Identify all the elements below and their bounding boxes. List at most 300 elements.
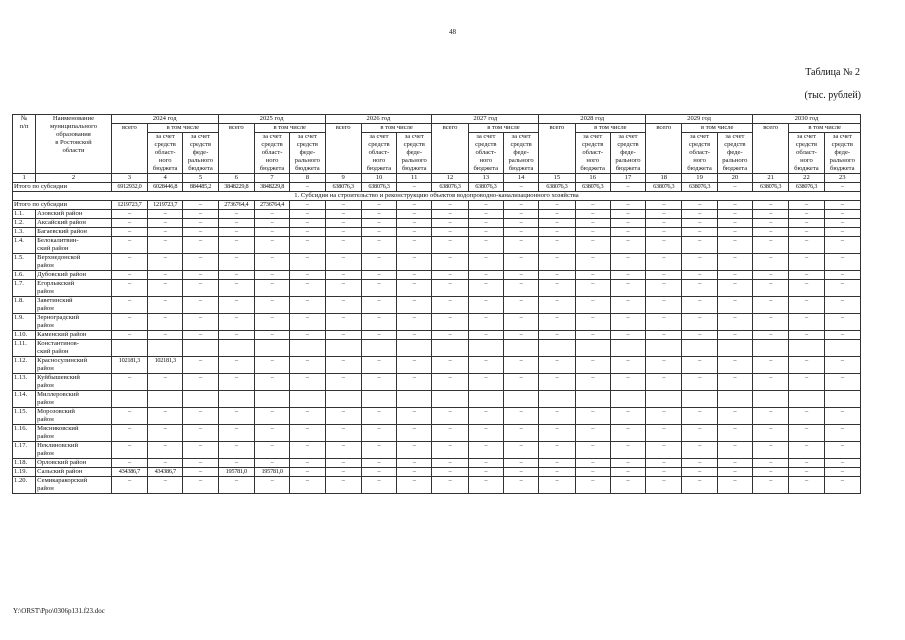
cell-value: – bbox=[789, 442, 824, 459]
cell-value: – bbox=[824, 459, 860, 468]
header-all: всего bbox=[325, 124, 361, 174]
cell-value bbox=[753, 340, 789, 357]
cell-value: – bbox=[503, 254, 538, 271]
cell-value bbox=[254, 340, 289, 357]
cell-value: – bbox=[824, 477, 860, 494]
subsidy-table bbox=[12, 114, 861, 494]
cell-value bbox=[468, 340, 503, 357]
cell-value: – bbox=[218, 408, 254, 425]
cell-value: – bbox=[148, 228, 183, 237]
col-number: 17 bbox=[610, 174, 645, 183]
cell-value: – bbox=[824, 374, 860, 391]
cell-value: – bbox=[717, 374, 752, 391]
cell-value: – bbox=[646, 408, 682, 425]
cell-value: – bbox=[789, 210, 824, 219]
cell-value: – bbox=[682, 357, 717, 374]
header-row-years bbox=[13, 115, 861, 124]
cell-value: – bbox=[575, 280, 610, 297]
cell-value: – bbox=[397, 468, 432, 477]
cell-value bbox=[717, 391, 752, 408]
cell-value: – bbox=[646, 271, 682, 280]
cell-value: – bbox=[503, 271, 538, 280]
cell-value: – bbox=[824, 271, 860, 280]
cell-value: – bbox=[824, 357, 860, 374]
district-name: Константинов- ский район bbox=[36, 340, 112, 357]
cell-value: – bbox=[539, 468, 575, 477]
row-number: 1.6. bbox=[13, 271, 36, 280]
cell-value: – bbox=[610, 357, 645, 374]
cell-value: – bbox=[254, 219, 289, 228]
cell-value: – bbox=[789, 374, 824, 391]
cell-value: – bbox=[717, 331, 752, 340]
cell-value: – bbox=[183, 459, 218, 468]
cell-value: – bbox=[397, 314, 432, 331]
cell-value: – bbox=[325, 210, 361, 219]
cell-value: – bbox=[539, 297, 575, 314]
cell-value bbox=[646, 391, 682, 408]
cell-value: – bbox=[361, 468, 396, 477]
row-number: 1.7. bbox=[13, 280, 36, 297]
section-total-value: – bbox=[325, 201, 361, 210]
header-federal: за счет средств феде- рального бюджета bbox=[824, 133, 860, 174]
cell-value bbox=[290, 340, 325, 357]
cell-value: – bbox=[682, 459, 717, 468]
cell-value: – bbox=[361, 477, 396, 494]
cell-value: – bbox=[397, 210, 432, 219]
header-incl: в том числе bbox=[361, 124, 432, 133]
cell-value: – bbox=[148, 237, 183, 254]
cell-value: – bbox=[148, 442, 183, 459]
cell-value bbox=[753, 391, 789, 408]
cell-value: – bbox=[539, 357, 575, 374]
cell-value: – bbox=[432, 219, 468, 228]
cell-value: – bbox=[503, 425, 538, 442]
cell-value: – bbox=[717, 254, 752, 271]
cell-value: – bbox=[361, 357, 396, 374]
section-total-value: 2736764,4 bbox=[218, 201, 254, 210]
cell-value: – bbox=[468, 254, 503, 271]
cell-value: – bbox=[111, 331, 147, 340]
col-number: 12 bbox=[432, 174, 468, 183]
table-row bbox=[13, 314, 861, 331]
section-total-value: – bbox=[717, 201, 752, 210]
cell-value: – bbox=[325, 442, 361, 459]
cell-value: – bbox=[646, 210, 682, 219]
cell-value bbox=[432, 340, 468, 357]
cell-value: – bbox=[503, 374, 538, 391]
cell-value: – bbox=[325, 468, 361, 477]
section-total-value: 1219723,7 bbox=[111, 201, 147, 210]
cell-value: – bbox=[682, 228, 717, 237]
cell-value: – bbox=[432, 442, 468, 459]
header-regional: за счет средств област- ного бюджета bbox=[254, 133, 289, 174]
cell-value: – bbox=[361, 297, 396, 314]
cell-value bbox=[218, 340, 254, 357]
cell-value: – bbox=[753, 280, 789, 297]
cell-value bbox=[361, 340, 396, 357]
cell-value: – bbox=[789, 297, 824, 314]
cell-value bbox=[254, 391, 289, 408]
cell-value: – bbox=[753, 331, 789, 340]
cell-value: – bbox=[824, 425, 860, 442]
header-federal: за счет средств феде- рального бюджета bbox=[183, 133, 218, 174]
cell-value: – bbox=[325, 297, 361, 314]
cell-value: – bbox=[610, 280, 645, 297]
section-total-value: 1219723,7 bbox=[148, 201, 183, 210]
cell-value: – bbox=[717, 477, 752, 494]
cell-value: – bbox=[610, 314, 645, 331]
col-number: 22 bbox=[789, 174, 824, 183]
cell-value: – bbox=[753, 357, 789, 374]
cell-value bbox=[183, 391, 218, 408]
cell-value: – bbox=[290, 408, 325, 425]
cell-value: – bbox=[397, 425, 432, 442]
cell-value: – bbox=[610, 331, 645, 340]
header-regional: за счет средств област- ного бюджета bbox=[148, 133, 183, 174]
cell-value: – bbox=[646, 477, 682, 494]
cell-value: – bbox=[753, 219, 789, 228]
cell-value: – bbox=[183, 468, 218, 477]
cell-value: – bbox=[646, 374, 682, 391]
cell-value: – bbox=[468, 271, 503, 280]
cell-value: – bbox=[789, 280, 824, 297]
cell-value: – bbox=[503, 442, 538, 459]
cell-value: – bbox=[397, 271, 432, 280]
cell-value: – bbox=[753, 408, 789, 425]
cell-value: – bbox=[111, 477, 147, 494]
cell-value bbox=[468, 391, 503, 408]
cell-value: – bbox=[575, 219, 610, 228]
cell-value: – bbox=[503, 468, 538, 477]
cell-value: – bbox=[361, 237, 396, 254]
cell-value: – bbox=[575, 271, 610, 280]
cell-value: – bbox=[183, 280, 218, 297]
cell-value: – bbox=[646, 280, 682, 297]
cell-value: – bbox=[503, 357, 538, 374]
cell-value: – bbox=[183, 210, 218, 219]
cell-value: – bbox=[539, 459, 575, 468]
cell-value: – bbox=[111, 271, 147, 280]
cell-value: – bbox=[646, 357, 682, 374]
header-year: 2028 год bbox=[539, 115, 646, 124]
cell-value: – bbox=[361, 210, 396, 219]
cell-value: – bbox=[682, 314, 717, 331]
cell-value: – bbox=[397, 442, 432, 459]
cell-value: – bbox=[397, 280, 432, 297]
district-name: Егорлыкский район bbox=[36, 280, 112, 297]
total-label: Итого по субсидии bbox=[13, 183, 112, 192]
cell-value: – bbox=[290, 219, 325, 228]
table-body bbox=[13, 115, 861, 494]
cell-value: – bbox=[111, 425, 147, 442]
district-name: Каменский район bbox=[36, 331, 112, 340]
cell-value: – bbox=[218, 357, 254, 374]
header-all: всего bbox=[432, 124, 468, 174]
cell-value: – bbox=[361, 425, 396, 442]
header-row-col-numbers bbox=[13, 174, 861, 183]
cell-value: – bbox=[539, 477, 575, 494]
table-row bbox=[13, 271, 861, 280]
cell-value: – bbox=[789, 459, 824, 468]
col-number: 18 bbox=[646, 174, 682, 183]
header-year: 2026 год bbox=[325, 115, 432, 124]
section-total-value: – bbox=[539, 201, 575, 210]
district-name: Верхнедонской район bbox=[36, 254, 112, 271]
cell-value: – bbox=[290, 459, 325, 468]
district-name: Зерноградский район bbox=[36, 314, 112, 331]
cell-value: – bbox=[468, 314, 503, 331]
cell-value bbox=[183, 340, 218, 357]
header-row-subheads bbox=[13, 124, 861, 133]
header-name: Наименование муниципального образования в Ростовской области bbox=[36, 115, 112, 174]
cell-value: – bbox=[468, 357, 503, 374]
table-row bbox=[13, 228, 861, 237]
cell-value: – bbox=[432, 254, 468, 271]
cell-value bbox=[789, 340, 824, 357]
cell-value: – bbox=[753, 442, 789, 459]
cell-value: – bbox=[325, 219, 361, 228]
total-value: – bbox=[610, 183, 645, 192]
cell-value: – bbox=[325, 425, 361, 442]
cell-value: – bbox=[397, 219, 432, 228]
cell-value bbox=[432, 391, 468, 408]
row-number: 1.1. bbox=[13, 210, 36, 219]
section-total-value: 2736764,4 bbox=[254, 201, 289, 210]
cell-value: – bbox=[325, 237, 361, 254]
cell-value: – bbox=[183, 228, 218, 237]
cell-value: – bbox=[468, 237, 503, 254]
cell-value: – bbox=[397, 297, 432, 314]
table-row bbox=[13, 374, 861, 391]
cell-value: – bbox=[824, 210, 860, 219]
cell-value: – bbox=[468, 219, 503, 228]
district-name: Неклиновский район bbox=[36, 442, 112, 459]
cell-value: – bbox=[682, 219, 717, 228]
cell-value: – bbox=[254, 442, 289, 459]
header-regional: за счет средств област- ного бюджета bbox=[575, 133, 610, 174]
cell-value: – bbox=[254, 357, 289, 374]
cell-value: – bbox=[148, 408, 183, 425]
cell-value: – bbox=[753, 477, 789, 494]
header-year: 2024 год bbox=[111, 115, 218, 124]
cell-value: – bbox=[218, 442, 254, 459]
table-row bbox=[13, 237, 861, 254]
cell-value: – bbox=[183, 477, 218, 494]
district-name: Семикаракорский район bbox=[36, 477, 112, 494]
cell-value: – bbox=[432, 210, 468, 219]
cell-value: – bbox=[468, 297, 503, 314]
cell-value: – bbox=[290, 357, 325, 374]
cell-value: – bbox=[290, 331, 325, 340]
cell-value: – bbox=[682, 254, 717, 271]
cell-value: – bbox=[610, 408, 645, 425]
cell-value: – bbox=[183, 314, 218, 331]
cell-value: – bbox=[432, 331, 468, 340]
cell-value bbox=[539, 391, 575, 408]
cell-value: – bbox=[148, 271, 183, 280]
cell-value: – bbox=[753, 271, 789, 280]
cell-value: – bbox=[361, 271, 396, 280]
cell-value: – bbox=[753, 374, 789, 391]
table-row bbox=[13, 210, 861, 219]
cell-value: – bbox=[575, 468, 610, 477]
cell-value: – bbox=[148, 425, 183, 442]
cell-value: – bbox=[575, 357, 610, 374]
cell-value: – bbox=[432, 468, 468, 477]
table-row bbox=[13, 459, 861, 468]
cell-value: – bbox=[646, 331, 682, 340]
cell-value: – bbox=[717, 228, 752, 237]
cell-value: – bbox=[325, 459, 361, 468]
cell-value: – bbox=[361, 280, 396, 297]
cell-value: – bbox=[753, 254, 789, 271]
cell-value: – bbox=[183, 408, 218, 425]
cell-value: – bbox=[575, 459, 610, 468]
cell-value: – bbox=[361, 219, 396, 228]
col-number: 10 bbox=[361, 174, 396, 183]
cell-value: – bbox=[397, 459, 432, 468]
cell-value: – bbox=[610, 374, 645, 391]
row-number: 1.14. bbox=[13, 391, 36, 408]
cell-value: – bbox=[290, 297, 325, 314]
cell-value: – bbox=[539, 408, 575, 425]
table-row bbox=[13, 391, 861, 408]
cell-value: – bbox=[646, 425, 682, 442]
total-value: 638076,3 bbox=[682, 183, 717, 192]
cell-value: – bbox=[148, 331, 183, 340]
cell-value: – bbox=[753, 210, 789, 219]
cell-value: – bbox=[218, 374, 254, 391]
cell-value: – bbox=[290, 425, 325, 442]
col-number: 23 bbox=[824, 174, 860, 183]
cell-value: – bbox=[575, 228, 610, 237]
cell-value: – bbox=[254, 254, 289, 271]
cell-value: – bbox=[254, 237, 289, 254]
cell-value: – bbox=[610, 271, 645, 280]
cell-value: – bbox=[397, 357, 432, 374]
cell-value: – bbox=[218, 271, 254, 280]
cell-value: – bbox=[432, 228, 468, 237]
cell-value: – bbox=[397, 331, 432, 340]
cell-value bbox=[610, 340, 645, 357]
header-incl: в том числе bbox=[148, 124, 219, 133]
table-row bbox=[13, 468, 861, 477]
cell-value: – bbox=[824, 237, 860, 254]
cell-value: – bbox=[789, 314, 824, 331]
cell-value: – bbox=[468, 408, 503, 425]
cell-value: – bbox=[432, 271, 468, 280]
cell-value: – bbox=[789, 477, 824, 494]
total-value: 638076,3 bbox=[325, 183, 361, 192]
cell-value: – bbox=[539, 210, 575, 219]
cell-value: – bbox=[575, 254, 610, 271]
cell-value: – bbox=[503, 297, 538, 314]
section-title-row bbox=[13, 192, 861, 201]
cell-value: – bbox=[254, 280, 289, 297]
cell-value: – bbox=[218, 425, 254, 442]
row-number: 1.15. bbox=[13, 408, 36, 425]
cell-value: – bbox=[503, 331, 538, 340]
section-total-value: – bbox=[432, 201, 468, 210]
cell-value: – bbox=[753, 237, 789, 254]
cell-value: 102181,3 bbox=[111, 357, 147, 374]
district-name: Куйбышевский район bbox=[36, 374, 112, 391]
cell-value bbox=[361, 391, 396, 408]
cell-value bbox=[789, 391, 824, 408]
cell-value bbox=[290, 391, 325, 408]
cell-value: – bbox=[646, 219, 682, 228]
header-incl: в том числе bbox=[575, 124, 646, 133]
section-total-value: – bbox=[646, 201, 682, 210]
cell-value: – bbox=[575, 210, 610, 219]
section-total-value: – bbox=[824, 201, 860, 210]
header-incl: в том числе bbox=[682, 124, 753, 133]
cell-value: – bbox=[503, 477, 538, 494]
cell-value bbox=[575, 340, 610, 357]
cell-value: – bbox=[397, 477, 432, 494]
cell-value: – bbox=[290, 374, 325, 391]
cell-value: – bbox=[148, 210, 183, 219]
header-no: № п/п bbox=[13, 115, 36, 174]
cell-value bbox=[325, 340, 361, 357]
total-value: 638076,3 bbox=[432, 183, 468, 192]
cell-value: – bbox=[610, 228, 645, 237]
cell-value: – bbox=[148, 459, 183, 468]
section-total-value: – bbox=[183, 201, 218, 210]
district-name: Миллеровский район bbox=[36, 391, 112, 408]
cell-value: – bbox=[575, 477, 610, 494]
cell-value: – bbox=[325, 374, 361, 391]
cell-value: – bbox=[682, 297, 717, 314]
cell-value: – bbox=[824, 408, 860, 425]
total-value: 6028446,8 bbox=[148, 183, 183, 192]
cell-value: – bbox=[148, 280, 183, 297]
section-total-value: – bbox=[503, 201, 538, 210]
cell-value: – bbox=[575, 237, 610, 254]
cell-value: – bbox=[361, 459, 396, 468]
total-value: – bbox=[503, 183, 538, 192]
section-total-value: – bbox=[682, 201, 717, 210]
cell-value: – bbox=[432, 357, 468, 374]
cell-value: – bbox=[111, 408, 147, 425]
cell-value: – bbox=[610, 297, 645, 314]
section-total-value: – bbox=[610, 201, 645, 210]
col-number: 16 bbox=[575, 174, 610, 183]
cell-value: – bbox=[824, 297, 860, 314]
cell-value: – bbox=[432, 374, 468, 391]
col-number: 7 bbox=[254, 174, 289, 183]
cell-value: – bbox=[148, 374, 183, 391]
cell-value: – bbox=[789, 228, 824, 237]
cell-value: – bbox=[183, 357, 218, 374]
cell-value: – bbox=[682, 425, 717, 442]
row-number: 1.9. bbox=[13, 314, 36, 331]
cell-value: – bbox=[361, 331, 396, 340]
district-name: Азовский район bbox=[36, 210, 112, 219]
cell-value: – bbox=[539, 271, 575, 280]
cell-value: – bbox=[254, 408, 289, 425]
table-row bbox=[13, 340, 861, 357]
cell-value: – bbox=[111, 374, 147, 391]
cell-value: – bbox=[824, 254, 860, 271]
cell-value: – bbox=[148, 219, 183, 228]
cell-value: – bbox=[254, 477, 289, 494]
cell-value: – bbox=[753, 314, 789, 331]
col-number: 5 bbox=[183, 174, 218, 183]
cell-value: – bbox=[148, 254, 183, 271]
table-title: Таблица № 2 bbox=[805, 67, 860, 78]
table-row bbox=[13, 331, 861, 340]
